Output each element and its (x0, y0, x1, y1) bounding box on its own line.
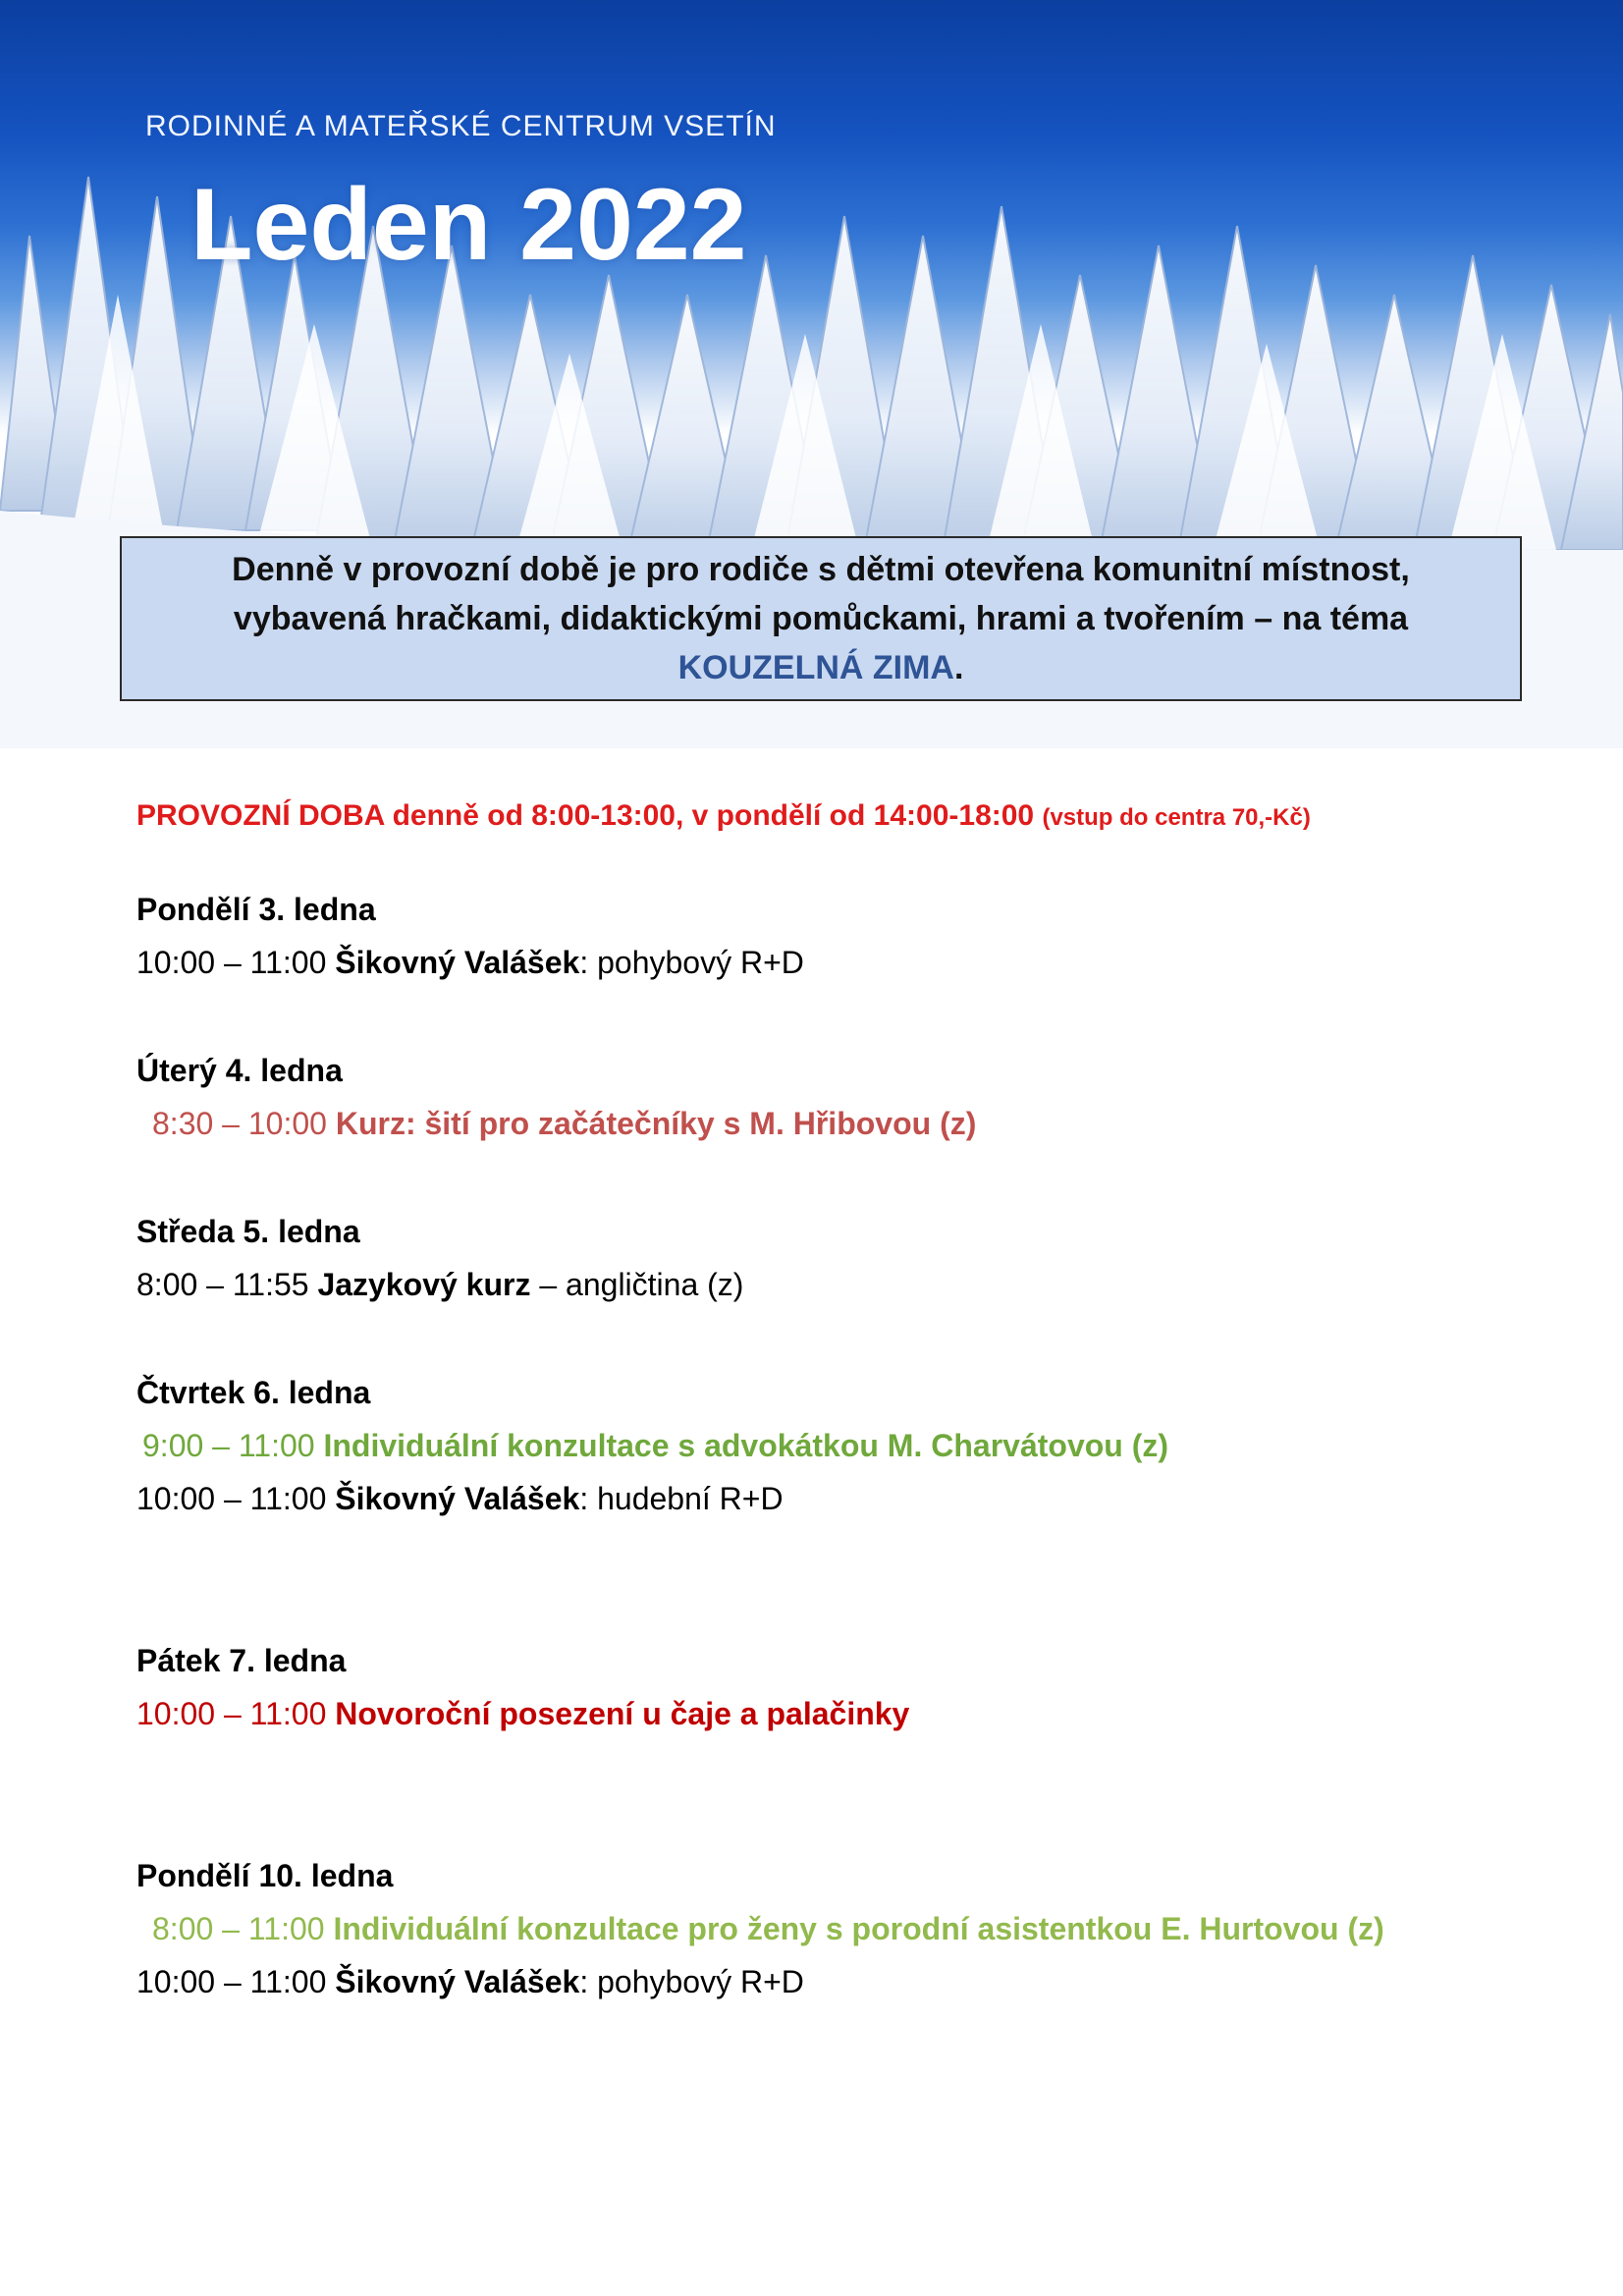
event-time: 8:00 – 11:00 (152, 1911, 334, 1946)
header-banner (0, 0, 1623, 748)
event-time: 8:30 – 10:00 (152, 1106, 336, 1141)
day-heading: Čtvrtek 6. ledna (136, 1375, 371, 1410)
day-heading: Úterý 4. ledna (136, 1053, 343, 1088)
event-row (136, 1481, 784, 1517)
event-time: 10:00 – 11:00 (136, 945, 336, 980)
day-heading: Středa 5. ledna (136, 1214, 360, 1249)
event-name: Šikovný Valášek (335, 945, 580, 980)
day-heading: Pátek 7. ledna (136, 1643, 347, 1678)
event-name: Kurz: šití pro začátečníky s M. Hřibovou (z) (335, 1106, 977, 1141)
opening-hours (136, 799, 1311, 833)
event-row (136, 1696, 909, 1732)
info-end: . (953, 649, 964, 686)
event-name: Šikovný Valášek (335, 1964, 580, 1999)
info-text (212, 545, 1430, 692)
info-theme-highlight: KOUZELNÁ ZIMA (677, 649, 954, 686)
event-name: Jazykový kurz (317, 1267, 531, 1302)
day-heading: Pondělí 10. ledna (136, 1858, 394, 1893)
event-name: Šikovný Valášek (335, 1481, 580, 1516)
event-name: Individuální konzultace pro ženy s porodní asistentkou E. Hurtovou (z) (333, 1911, 1384, 1946)
opening-hours-main: PROVOZNÍ DOBA denně od 8:00-13:00, v pondělí od 14:00-18:00 (136, 799, 1043, 832)
event-name: Novoroční posezení u čaje a palačinky (335, 1696, 910, 1731)
event-row (136, 1267, 743, 1303)
entry-fee-note: (vstup do centra 70,-Kč) (1042, 804, 1311, 831)
event-row (136, 945, 804, 981)
event-row (136, 1428, 1168, 1464)
event-detail: : pohybový R+D (579, 945, 804, 980)
event-time: 10:00 – 11:00 (136, 1964, 336, 1999)
event-time: 8:00 – 11:55 (136, 1267, 318, 1302)
day-heading: Pondělí 3. ledna (136, 892, 376, 927)
page-title: Leden 2022 (190, 168, 747, 282)
info-box (120, 536, 1522, 701)
event-row (136, 1911, 1384, 1947)
info-main-text: Denně v provozní době je pro rodiče s dětmi otevřena komunitní místnost, vybavená hračkami, didaktickými pomůckami, hrami a tvořením – na téma (232, 551, 1410, 637)
event-time: 9:00 – 11:00 (142, 1428, 324, 1463)
event-row (136, 1964, 804, 2000)
event-detail: : hudební R+D (579, 1481, 784, 1516)
event-time: 10:00 – 11:00 (136, 1696, 336, 1731)
event-detail: – angličtina (z) (530, 1267, 744, 1302)
event-row (136, 1106, 976, 1142)
event-name: Individuální konzultace s advokátkou M. Charvátovou (z) (323, 1428, 1169, 1463)
event-time: 10:00 – 11:00 (136, 1481, 336, 1516)
event-detail: : pohybový R+D (579, 1964, 804, 1999)
organization-name: RODINNÉ A MATEŘSKÉ CENTRUM VSETÍN (145, 110, 777, 142)
